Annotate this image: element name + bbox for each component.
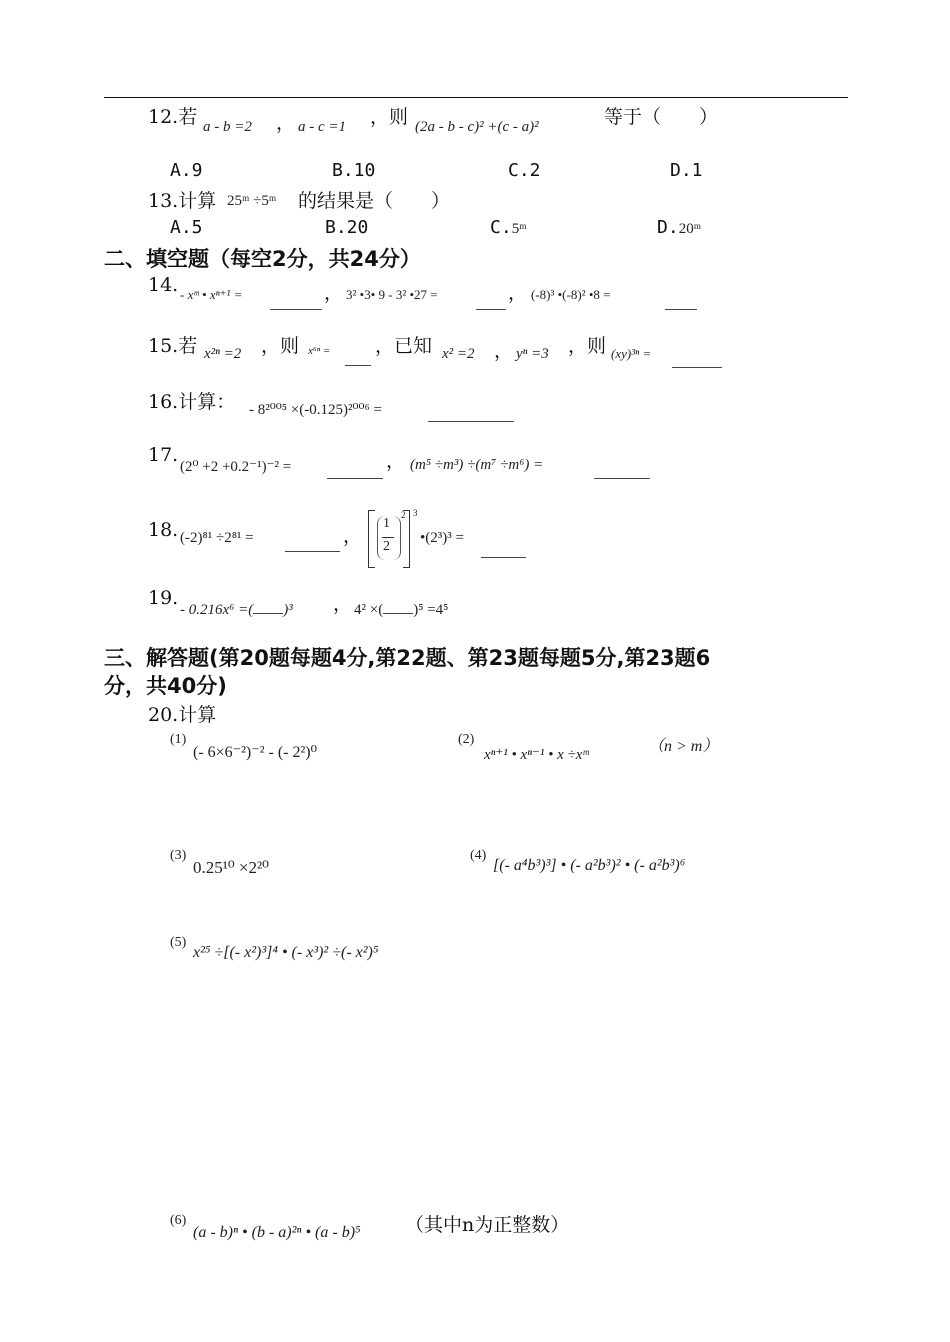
q17-expr1: (2⁰ +2 +0.2⁻¹)⁻² =: [180, 459, 292, 475]
q18-outer-exp: 3: [413, 508, 418, 518]
q15-expr2: x⁶ⁿ =: [308, 345, 331, 357]
q15-blank1[interactable]: [345, 347, 371, 370]
q17-num: 17.: [148, 444, 179, 466]
q14-expr2: 3² •3• 9 - 3² •27 =: [346, 287, 438, 302]
q18-blank1[interactable]: [285, 533, 340, 556]
q14-comma1: ，: [324, 282, 344, 304]
q14-blank3[interactable]: [665, 291, 697, 314]
q19-blank1[interactable]: [253, 599, 283, 614]
q16-num: 16.计算：: [148, 391, 236, 413]
q13-option-d-expr: 20ᵐ: [678, 221, 702, 237]
q20-item6-note: （其中n为正整数）: [405, 1214, 570, 1236]
q18-numerator: 1: [383, 516, 390, 531]
q17-comma: ，: [386, 450, 406, 472]
q14-num: 14.: [148, 274, 179, 296]
q20-item6-num: (6): [170, 1213, 187, 1228]
q12-option-b[interactable]: B.10: [332, 160, 376, 181]
q20-item1-expr: (- 6×6⁻²)⁻² - (- 2²)⁰: [193, 744, 318, 761]
q20-item2-note: （n > m）: [648, 738, 719, 755]
q12-option-a[interactable]: A.9: [170, 160, 203, 181]
q19-num: 19.: [148, 587, 179, 609]
q12-suffix: 等于（ ）: [604, 106, 719, 128]
q12-expr: (2a - b - c)² +(c - a)²: [415, 119, 539, 135]
q20-item2-expr: xⁿ⁺¹ • xⁿ⁻¹ • x ÷xᵐ: [484, 747, 589, 763]
q19-comma: ，: [333, 593, 353, 615]
q20-item4-expr: [(- a⁴b³)³] • (- a²b³)² • (- a²b³)⁶: [493, 857, 686, 874]
q18-num: 18.: [148, 519, 179, 541]
q12-comma: ，: [276, 112, 296, 134]
q20-item3-num: (3): [170, 848, 187, 863]
q20-item3-expr: 0.25¹⁰ ×2²⁰: [193, 858, 269, 877]
q13-option-c[interactable]: C.5ᵐ: [490, 217, 527, 238]
q12-prefix: 12.若: [148, 106, 198, 128]
q13-option-c-expr: 5ᵐ: [511, 221, 527, 237]
q18-expr1: (-2)⁸¹ ÷2⁸¹ =: [180, 530, 254, 546]
q15-expr4: yⁿ =3: [516, 346, 549, 362]
q20-label: 20.计算: [148, 704, 217, 726]
q17-blank1[interactable]: [327, 460, 383, 483]
q15-t1: ，则: [261, 335, 300, 357]
q19-blank2[interactable]: [383, 599, 413, 614]
q14-blank1[interactable]: [270, 291, 322, 314]
section2-title: 二、填空题（每空2分，共24分）: [104, 247, 421, 271]
q16-blank[interactable]: [428, 403, 514, 426]
q12-option-d[interactable]: D.1: [670, 160, 703, 181]
q15-num: 15.若: [148, 335, 198, 357]
q12-mid: ，则: [370, 106, 409, 128]
header-rule: [104, 97, 848, 98]
q13-option-b[interactable]: B.20: [325, 217, 369, 238]
q14-comma2: ，: [508, 282, 528, 304]
section3-title-line2: 分，共40分): [104, 674, 227, 698]
q13-expr: 25ᵐ ÷5ᵐ: [227, 193, 277, 209]
q20-item2-num: (2): [458, 732, 475, 747]
q19-expr2: 4² ×( )⁵ =4⁵: [354, 599, 448, 619]
q15-blank2[interactable]: [672, 349, 722, 372]
q15-expr1: x²ⁿ =2: [204, 346, 242, 362]
q13-option-a[interactable]: A.5: [170, 217, 203, 238]
q17-expr2: (m⁵ ÷m³) ÷(m⁷ ÷m⁶) =: [410, 457, 544, 473]
q18-bracket-fraction: 1 2 2: [368, 510, 410, 568]
q12-cond1: a - b =2: [203, 119, 252, 135]
q15-expr5: (xy)³ⁿ =: [611, 346, 652, 361]
q13-suffix: 的结果是（ ）: [298, 190, 451, 212]
q16-expr: - 8²⁰⁰⁵ ×(-0.125)²⁰⁰⁶ =: [249, 402, 382, 418]
q20-item4-num: (4): [470, 848, 487, 863]
q14-blank2[interactable]: [476, 291, 506, 314]
q20-item6-expr: (a - b)ⁿ • (b - a)²ⁿ • (a - b)⁵: [193, 1224, 361, 1241]
q15-t2: ，已知: [375, 335, 433, 357]
q14-expr1: - xᵐ • xⁿ⁺¹ =: [180, 287, 243, 302]
q13-option-d[interactable]: D.20ᵐ: [657, 217, 702, 238]
q20-item5-num: (5): [170, 935, 187, 950]
q20-item1-num: (1): [170, 732, 187, 747]
q12-cond2: a - c =1: [298, 119, 347, 135]
q18-comma: ，: [343, 525, 363, 547]
q12-option-c[interactable]: C.2: [508, 160, 541, 181]
q15-t3: ，则: [568, 335, 607, 357]
q19-expr1: - 0.216x⁶ =( )³: [180, 599, 293, 619]
q15-comma: ，: [494, 340, 514, 362]
q20-item5-expr: x²⁵ ÷[(- x²)³]⁴ • (- x³)² ÷(- x²)⁵: [193, 944, 379, 961]
q13-prefix: 13.计算: [148, 190, 217, 212]
section3-title-line1: 三、解答题(第20题每题4分,第22题、第23题每题5分,第23题6: [104, 646, 711, 670]
q14-expr3: (-8)³ •(-8)² •8 =: [531, 287, 611, 302]
q18-expr2c: •(2³)³ =: [420, 530, 464, 546]
q17-blank2[interactable]: [594, 460, 650, 483]
q15-expr3: x² =2: [442, 346, 475, 362]
q12-stem: [148, 102, 197, 129]
q18-blank2[interactable]: [481, 539, 526, 562]
q18-denominator: 2: [383, 539, 390, 554]
